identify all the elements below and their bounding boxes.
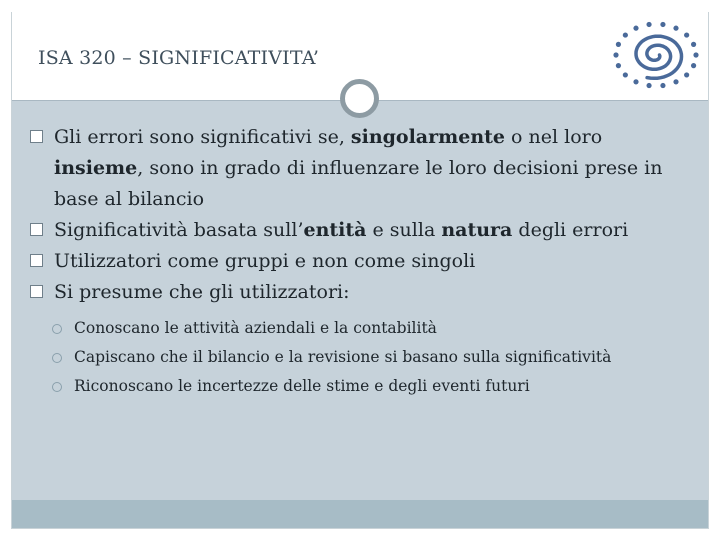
slide-title: ISA 320 – SIGNIFICATIVITA’ [38, 47, 320, 69]
bullet-item-4 [30, 277, 700, 308]
spiral-dots-logo-icon [611, 19, 701, 91]
circle-bullet-icon [52, 353, 62, 363]
bullet-text: Si presume che gli utilizzatori: [54, 281, 350, 303]
bullet-item-2 [30, 215, 700, 246]
bottom-band [12, 500, 708, 528]
square-bullet-icon [30, 223, 43, 236]
sub-bullet-item-1 [30, 314, 700, 343]
sub-bullet-list [30, 314, 700, 401]
bullet-list [30, 122, 700, 401]
sub-bullet-text: Riconoscano le incertezze delle stime e degli eventi futuri [74, 377, 530, 395]
ring-icon [340, 79, 379, 118]
bullet-text: Significatività basata sull’entità e sulla natura degli errori [54, 219, 629, 241]
sub-bullet-text: Capiscano che il bilancio e la revisione si basano sulla significatività [74, 348, 612, 366]
circle-bullet-icon [52, 382, 62, 392]
sub-bullet-text: Conoscano le attività aziendali e la contabilità [74, 319, 437, 337]
square-bullet-icon [30, 254, 43, 267]
sub-bullet-item-2 [30, 343, 700, 372]
square-bullet-icon [30, 285, 43, 298]
sub-bullet-item-3 [30, 372, 700, 401]
square-bullet-icon [30, 130, 43, 143]
bullet-item-1 [30, 122, 684, 215]
bullet-item-3 [30, 246, 700, 277]
bullet-text: Gli errori sono significativi se, singolarmente o nel loro insieme, sono in grado di influenzare le loro decisioni prese in base al bilancio [54, 126, 663, 210]
circle-bullet-icon [52, 324, 62, 334]
bullet-text: Utilizzatori come gruppi e non come singoli [54, 250, 476, 272]
